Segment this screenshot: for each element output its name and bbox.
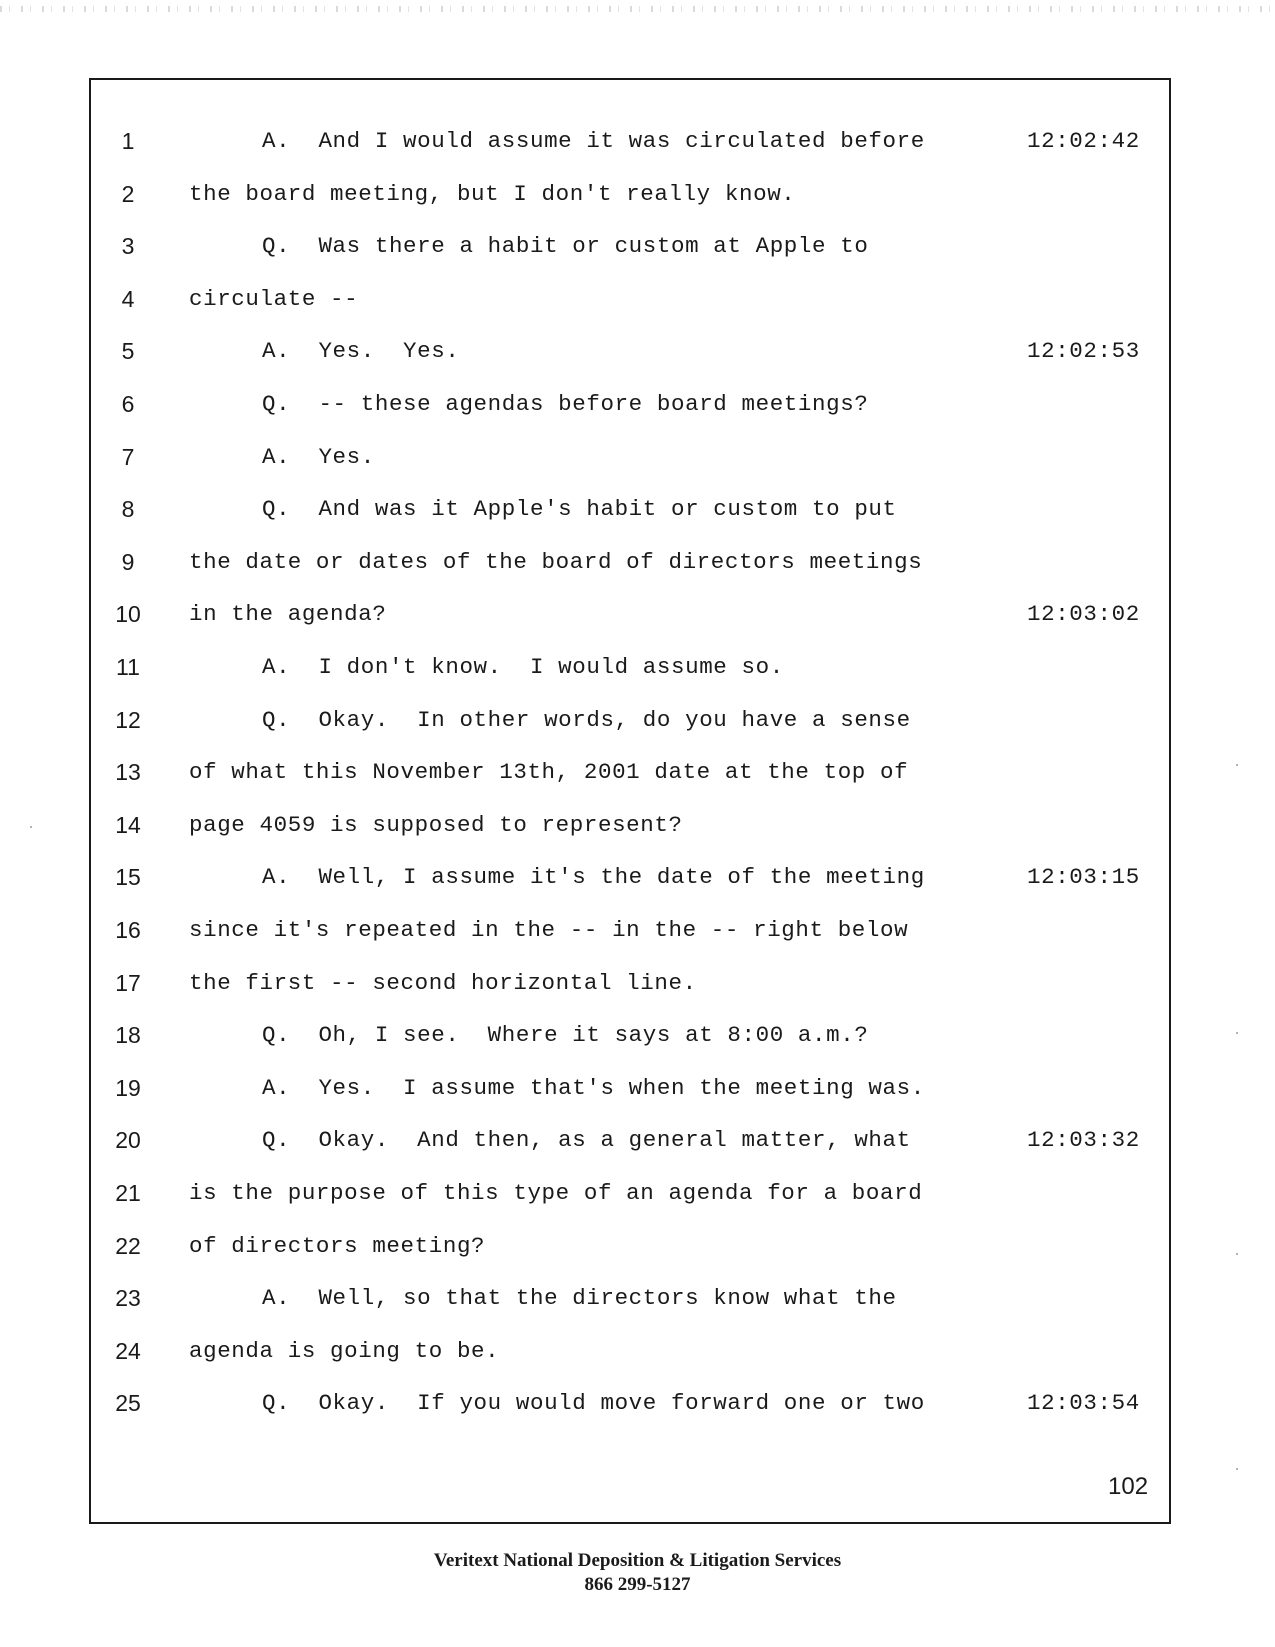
transcript-line — [0, 752, 1275, 792]
speaker-label: Q. — [262, 233, 291, 260]
speaker-label: A. — [262, 864, 291, 891]
line-number: 22 — [115, 1232, 141, 1259]
transcript-line — [0, 1068, 1275, 1108]
line-content: Yes. — [318, 443, 375, 470]
line-content: circulate -- — [189, 285, 359, 312]
scan-speck — [1236, 1468, 1238, 1470]
transcript-line — [0, 226, 1275, 266]
scan-speck — [1236, 764, 1238, 766]
transcript-line — [0, 1226, 1275, 1266]
scan-artifact-strip — [0, 6, 1275, 12]
line-number: 23 — [115, 1285, 141, 1312]
footer-company-name: Veritext National Deposition & Litigation Services — [433, 1550, 842, 1571]
transcript-line — [0, 121, 1275, 161]
line-text — [262, 384, 868, 424]
line-text — [189, 174, 795, 214]
line-content: And was it Apple's habit or custom to put — [318, 496, 897, 523]
line-number: 14 — [115, 811, 141, 838]
line-text — [262, 1278, 897, 1318]
line-text — [262, 437, 375, 477]
speaker-label: A. — [262, 1285, 291, 1312]
line-number: 18 — [115, 1022, 141, 1049]
line-content: I don't know. I would assume so. — [318, 654, 784, 680]
transcript-line — [0, 1120, 1275, 1160]
line-content: the board meeting, but I don't really know. — [189, 180, 796, 207]
line-content: Oh, I see. Where it says at 8:00 a.m.? — [318, 1022, 869, 1049]
transcript-line — [0, 174, 1275, 214]
line-content: Yes. Yes. — [318, 338, 460, 365]
line-text — [189, 279, 358, 319]
line-content: page 4059 is supposed to represent? — [189, 811, 683, 838]
timestamp: 12:02:42 — [1027, 128, 1140, 154]
line-number: 16 — [115, 917, 141, 943]
line-number: 5 — [121, 338, 135, 365]
line-number: 6 — [121, 391, 135, 417]
transcript-line — [0, 647, 1275, 687]
timestamp: 12:03:32 — [1027, 1127, 1140, 1154]
line-number: 17 — [115, 969, 141, 996]
speaker-label: Q. — [262, 1390, 291, 1417]
speaker-label: A. — [262, 338, 291, 365]
line-text — [189, 542, 922, 582]
line-number: 4 — [121, 285, 135, 312]
speaker-label: A. — [262, 128, 291, 154]
line-text — [189, 1173, 922, 1213]
transcript-line — [0, 331, 1275, 371]
line-number: 2 — [121, 180, 135, 207]
line-content: of what this November 13th, 2001 date at the top of — [189, 759, 909, 786]
line-text — [189, 963, 697, 1003]
line-content: -- these agendas before board meetings? — [318, 391, 869, 417]
line-content: since it's repeated in the -- in the -- right below — [189, 917, 909, 943]
timestamp: 12:03:15 — [1027, 864, 1140, 891]
footer-phone-number: 866 299-5127 — [584, 1574, 691, 1595]
line-text — [262, 700, 911, 740]
line-text — [189, 805, 683, 845]
line-content: of directors meeting? — [189, 1232, 486, 1259]
line-number: 15 — [115, 864, 141, 891]
transcript-line — [0, 1383, 1275, 1423]
line-number: 8 — [121, 496, 135, 523]
line-text — [262, 331, 459, 371]
line-content: Okay. If you would move forward one or two — [318, 1390, 925, 1417]
line-number: 24 — [115, 1337, 141, 1364]
line-text — [262, 857, 925, 897]
scan-speck — [1236, 1253, 1238, 1255]
line-number: 20 — [115, 1127, 141, 1154]
speaker-label: A. — [262, 1074, 291, 1101]
timestamp: 12:03:54 — [1027, 1390, 1140, 1417]
line-content: Okay. And then, as a general matter, what — [318, 1127, 911, 1154]
line-text — [262, 226, 868, 266]
speaker-label: A. — [262, 654, 291, 680]
line-content: Yes. I assume that's when the meeting was. — [318, 1074, 925, 1101]
speaker-label: Q. — [262, 1127, 291, 1154]
line-content: Well, I assume it's the date of the meeting — [318, 864, 925, 891]
line-number: 13 — [115, 759, 141, 786]
transcript-line — [0, 437, 1275, 477]
line-content: in the agenda? — [189, 601, 387, 628]
transcript-line — [0, 1331, 1275, 1371]
line-text — [262, 1015, 868, 1055]
line-text — [262, 1068, 925, 1108]
line-number: 1 — [121, 128, 135, 154]
transcript-line — [0, 489, 1275, 529]
transcript-line — [0, 279, 1275, 319]
line-text — [262, 1120, 911, 1160]
transcript-line — [0, 963, 1275, 1003]
timestamp: 12:02:53 — [1027, 338, 1140, 365]
transcript-line — [0, 1015, 1275, 1055]
scan-speck — [1236, 1032, 1238, 1034]
transcript-line — [0, 542, 1275, 582]
speaker-label: A. — [262, 443, 291, 470]
line-text — [189, 910, 908, 950]
line-text — [189, 594, 386, 634]
line-text — [189, 752, 908, 792]
transcript-line — [0, 1278, 1275, 1318]
line-number: 11 — [116, 654, 140, 680]
page-number: 102 — [1108, 1473, 1149, 1500]
line-number: 10 — [115, 601, 141, 628]
transcript-line — [0, 384, 1275, 424]
speaker-label: Q. — [262, 706, 291, 733]
line-text — [189, 1226, 485, 1266]
line-number: 19 — [115, 1074, 141, 1101]
line-text — [262, 1383, 925, 1423]
transcript-line — [0, 910, 1275, 950]
transcript-line — [0, 594, 1275, 634]
line-content: is the purpose of this type of an agenda for a board — [189, 1180, 923, 1206]
transcript-line — [0, 700, 1275, 740]
line-number: 12 — [115, 706, 141, 733]
transcript-line — [0, 1173, 1275, 1213]
line-content: And I would assume it was circulated before — [318, 128, 925, 154]
scan-speck — [30, 826, 32, 828]
speaker-label: Q. — [262, 1022, 291, 1049]
line-content: the date or dates of the board of directors meetings — [189, 548, 923, 575]
transcript-line — [0, 805, 1275, 845]
line-content: Well, so that the directors know what the — [318, 1285, 897, 1312]
line-text — [262, 489, 897, 529]
line-content: Was there a habit or custom at Apple to — [318, 233, 869, 260]
line-number: 3 — [121, 233, 135, 260]
line-number: 21 — [115, 1180, 141, 1206]
line-number: 7 — [121, 443, 135, 470]
line-number: 9 — [121, 548, 135, 575]
line-text — [262, 647, 784, 687]
line-content: Okay. In other words, do you have a sense — [318, 706, 911, 733]
line-text — [262, 121, 925, 161]
transcript-line — [0, 857, 1275, 897]
timestamp: 12:03:02 — [1027, 601, 1140, 628]
line-content: agenda is going to be. — [189, 1337, 500, 1364]
line-number: 25 — [115, 1390, 141, 1417]
line-text — [189, 1331, 499, 1371]
speaker-label: Q. — [262, 496, 291, 523]
speaker-label: Q. — [262, 391, 291, 417]
line-content: the first -- second horizontal line. — [189, 969, 697, 996]
